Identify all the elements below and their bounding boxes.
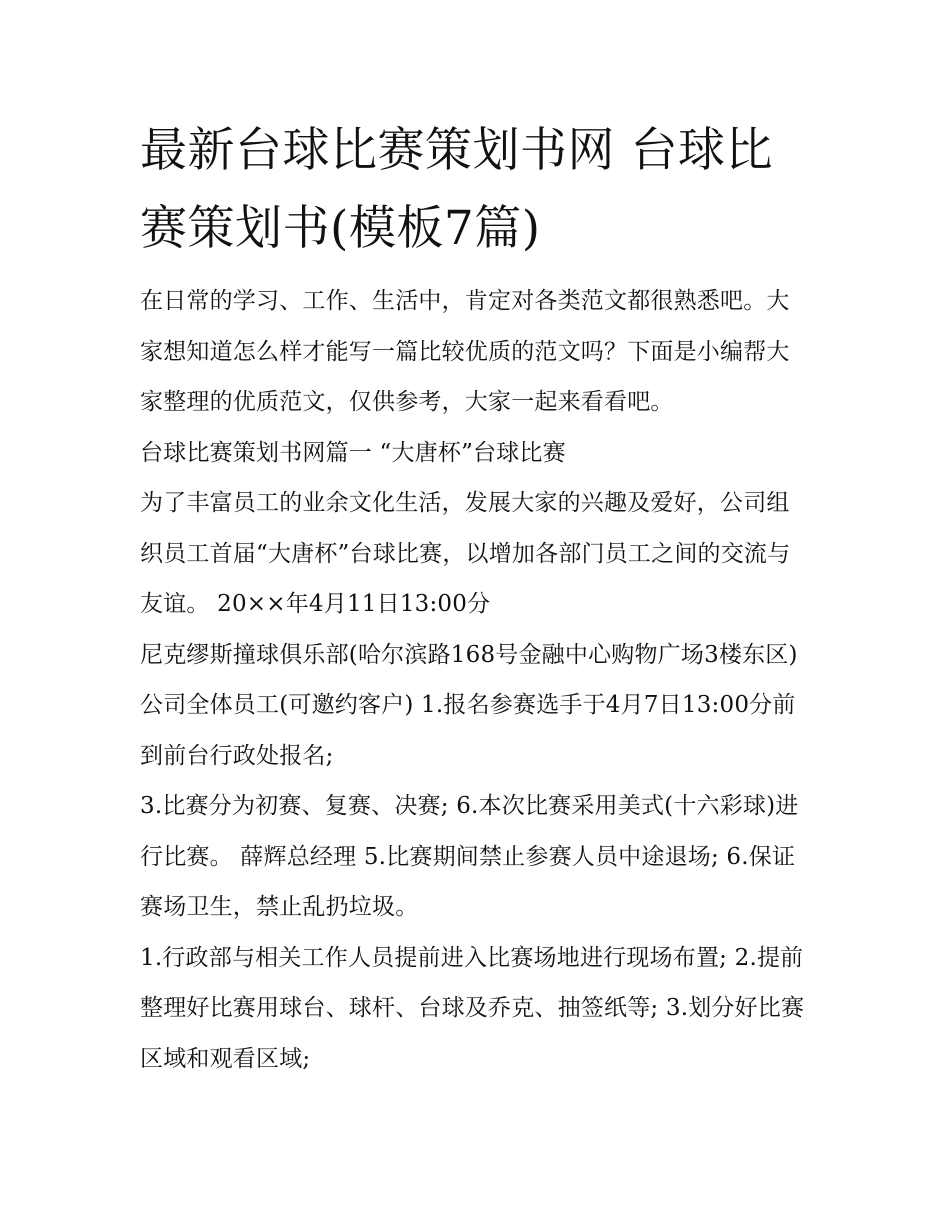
document-title: 最新台球比赛策划书网 台球比赛策划书(模板7篇) (140, 123, 773, 256)
intro-paragraph: 在日常的学习、工作、生活中，肯定对各类范文都很熟悉吧。大家想知道怎么样才能写一篇比较优质的范文吗？下面是小编帮大家整理的优质范文，仅供参考，大家一起来看看吧。 (140, 288, 790, 415)
purpose-paragraph: 为了丰富员工的业余文化生活，发展大家的兴趣及爱好，公司组织员工首届“大唐杯”台球比赛，以增加各部门员工之间的交流与友谊。 20××年4月11日13:00分 (140, 490, 791, 617)
section-heading: 台球比赛策划书网篇一 “大唐杯”台球比赛 (140, 439, 566, 466)
preparation-paragraph: 1.行政部与相关工作人员提前进入比赛场地进行现场布置; 2.提前整理好比赛用球台、球杆、台球及乔克、抽签纸等; 3.划分好比赛区域和观看区域; (140, 944, 805, 1072)
venue-paragraph: 尼克缪斯撞球俱乐部(哈尔滨路168号金融中心购物广场3楼东区) 公司全体员工(可邀约客户) 1.报名参赛选手于4月7日13:00分前到前台行政处报名; (140, 641, 798, 769)
document-body (140, 276, 812, 1084)
rules-paragraph: 3.比赛分为初赛、复赛、决赛; 6.本次比赛采用美式(十六彩球)进行比赛。 薛辉总经理 5.比赛期间禁止参赛人员中途退场; 6.保证赛场卫生，禁止乱扔垃圾。 (140, 793, 799, 920)
document-page (140, 112, 812, 1084)
